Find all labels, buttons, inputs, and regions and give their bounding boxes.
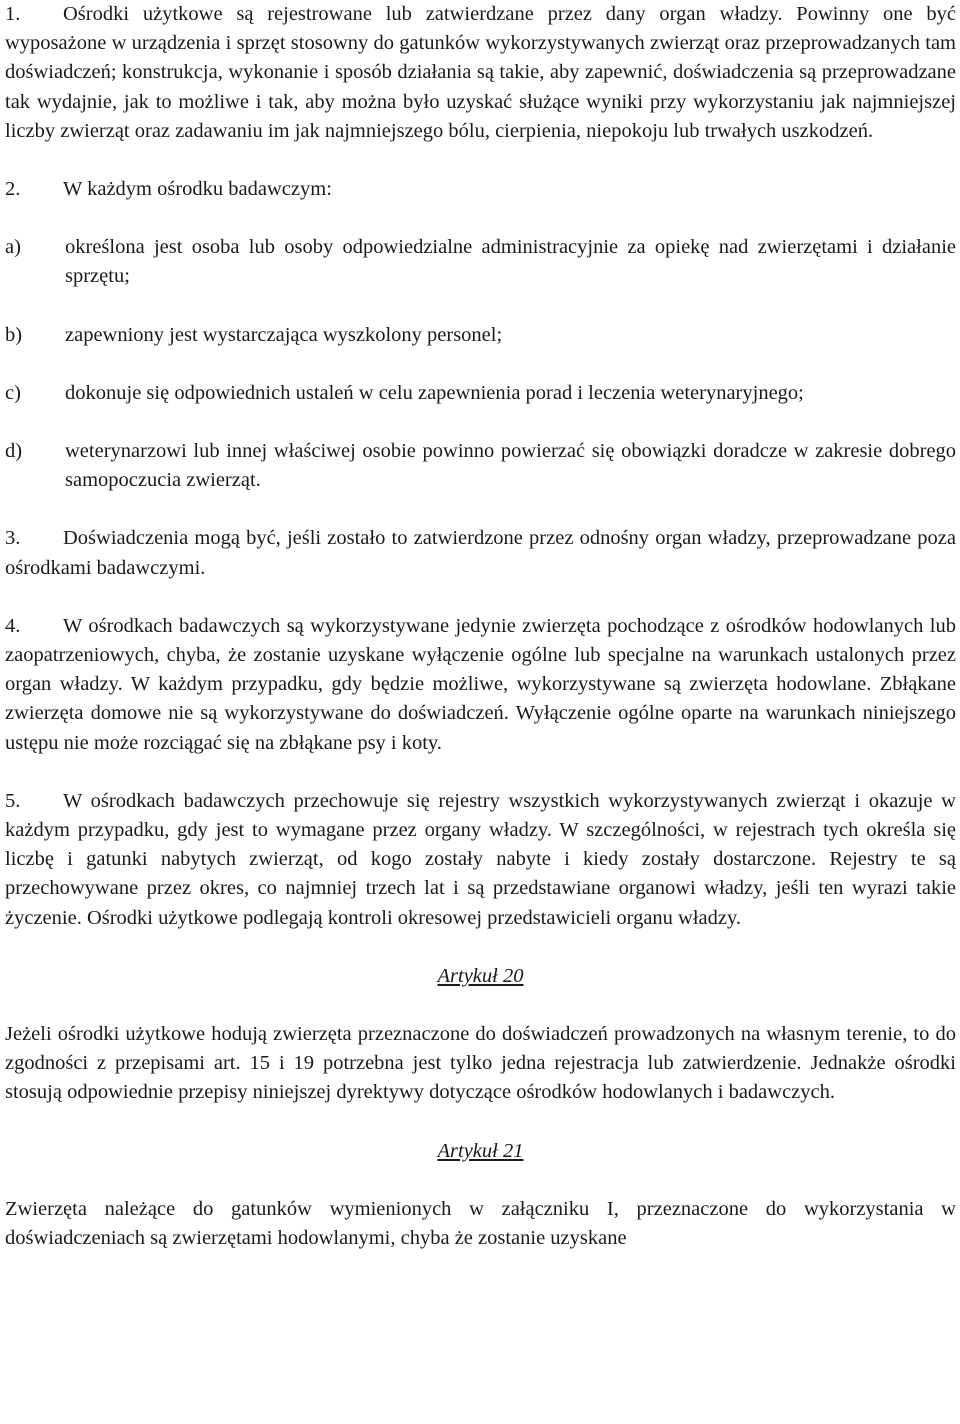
article-21-text: Zwierzęta należące do gatunków wymienionych w załączniku I, przeznaczone do wykorzystania w doświadczeniach są zwierzętami hodowlanymi, chyba że zostanie uzyskane — [5, 1197, 956, 1250]
paragraph-5 — [5, 787, 956, 933]
list-item-a — [5, 233, 956, 291]
list-item-b — [5, 321, 956, 350]
paragraph-text: W ośrodkach badawczych są wykorzystywane jedynie zwierzęta pochodzące z ośrodków hodowlanych lub zaopatrzeniowych, chyba, że zostanie uzyskane wyłączenie ogólne lub specjalne na warunkach ustalonych przez organ władzy. W każdym przypadku, gdy będzie możliwe, wykorzystywane są zwierzęta hodowlane. Zbłąkane zwierzęta domowe nie są wykorzystywane do doświadczeń. Wyłączenie ogólne oparte na warunkach niniejszego ustępu nie może rozciągać się na zbłąkane psy i koty. — [5, 614, 956, 754]
paragraph-number: 1. — [5, 3, 21, 25]
list-item-c — [5, 379, 956, 408]
list-marker: c) — [5, 381, 21, 404]
paragraph-number: 4. — [5, 614, 21, 637]
list-marker: d) — [5, 440, 23, 463]
list-text: dokonuje się odpowiednich ustaleń w celu zapewnienia porad i leczenia weterynaryjnego; — [65, 381, 804, 404]
paragraph-text: W ośrodkach badawczych przechowuje się rejestry wszystkich wykorzystywanych zwierząt i okazuje w każdym przypadku, gdy jest to wymagane przez organy władzy. W szczególności, w rejestrach tych określa się liczbę i gatunki nabytych zwierząt, od kogo zostały nabyte i kiedy zostały dostarczone. Rejestry te są przechowywane przez okres, co najmniej trzech lat i są przedstawiane organowi władzy, jeśli ten wyrazi takie życzenie. Ośrodki użytkowe podlegają kontroli okresowej przedstawicieli organu władzy. — [5, 789, 956, 929]
paragraph-2 — [5, 175, 956, 204]
list-text: określona jest osoba lub osoby odpowiedzialne administracyjnie za opiekę nad zwierzętami i działanie sprzętu; — [65, 236, 956, 288]
paragraph-3 — [5, 524, 956, 582]
paragraph-text: Ośrodki użytkowe są rejestrowane lub zatwierdzane przez dany organ władzy. Powinny one być wyposażone w urządzenia i sprzęt stosowny do gatunków wykorzystywanych zwierząt oraz przeprowadzanych tam doświadczeń; konstrukcja, wykonanie i sposób działania są takie, aby zapewnić, doświadczenia są przeprowadzane tak wydajnie, jak to możliwe i tak, aby można było uzyskać służące wyniki przy wykorzystaniu jak najmniejszej liczby zwierząt oraz zadawaniu im jak najmniejszego bólu, cierpienia, niepokoju lub trwałych uszkodzeń. — [5, 3, 956, 142]
paragraph-text: Doświadczenia mogą być, jeśli zostało to zatwierdzone przez odnośny organ władzy, przeprowadzane poza ośrodkami badawczymi. — [5, 527, 956, 579]
article-21-heading: Artykuł 21 — [437, 1139, 524, 1162]
paragraph-number: 5. — [5, 789, 21, 812]
paragraph-1 — [5, 0, 956, 146]
list-marker: b) — [5, 323, 23, 346]
paragraph-text: W każdym ośrodku badawczym: — [63, 178, 332, 201]
paragraph-4 — [5, 612, 956, 758]
list-text: weterynarzowi lub innej właściwej osobie powinno powierzać się obowiązki doradcze w zakresie dobrego samopoczucia zwierząt. — [65, 440, 956, 492]
document-page — [5, 0, 956, 1253]
paragraph-number: 3. — [5, 527, 21, 550]
article-20-text: Jeżeli ośrodki użytkowe hodują zwierzęta przeznaczone do doświadczeń prowadzonych na własnym terenie, to do zgodności z przepisami art. 15 i 19 potrzebna jest tylko jedna rejestracja lub zatwierdzenie. Jednakże ośrodki stosują odpowiednie przepisy niniejszej dyrektywy dotyczące ośrodków hodowlanych i badawczych. — [5, 1023, 956, 1104]
list-item-d — [5, 437, 956, 495]
paragraph-number: 2. — [5, 178, 21, 201]
article-20-heading: Artykuł 20 — [437, 964, 524, 987]
list-text: zapewniony jest wystarczająca wyszkolony personel; — [65, 323, 503, 346]
list-marker: a) — [5, 236, 21, 259]
